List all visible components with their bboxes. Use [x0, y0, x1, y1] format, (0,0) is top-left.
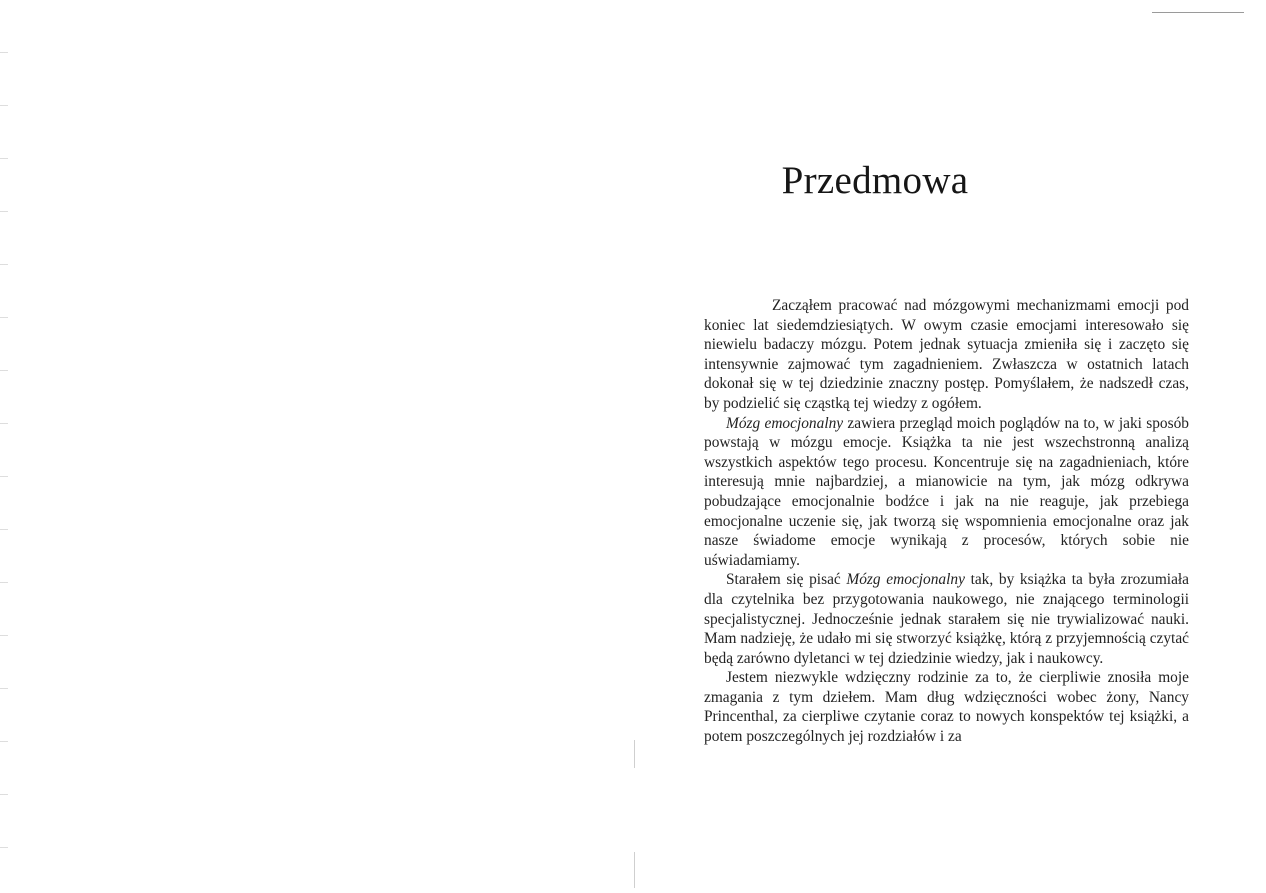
chapter-title: Przedmowa — [781, 159, 969, 202]
left-page-edge — [0, 0, 8, 893]
paragraph-3-before: Starałem się pisać — [726, 571, 847, 589]
preface-body — [704, 296, 1189, 747]
header-rule — [1152, 12, 1244, 13]
paragraph-1: Zacząłem pracować nad mózgowymi mechanizmami emocji pod koniec lat siedemdziesiątych. W owym czasie emocjami interesowało się niewielu badaczy mózgu. Potem jednak sytuacja zmieniła się i zaczęto się intensywnie zajmować tym zagadnieniem. Zwłaszcza w ostatnich latach dokonał się w tej dziedzinie znaczny postęp. Pomyślałem, że nadszedł czas, by podzielić się cząstką tej wiedzy z ogółem. — [704, 297, 1189, 412]
paragraph-2-text: zawiera przegląd moich poglądów na to, w jaki sposób powstają w mózgu emocje. Książka ta nie jest wszechstronną analizą wszystkich aspektów tego procesu. Koncentruje się na zagadnieniach, które interesują mnie najbardziej, a mianowicie na tym, jak mózg odkrywa pobudzające emocjonalnie bodźce i jak na nie reaguje, jak przebiega emocjonalne uczenie się, jak tworzą się wspomnienia emocjonalne oraz jak nasze świadome emocje wynikają z procesów, których sobie nie uświadamiamy. — [704, 414, 1189, 569]
book-title-italic: Mózg emocjonalny — [726, 414, 844, 432]
book-title-italic: Mózg emocjonalny — [846, 571, 965, 589]
paragraph-4: Jestem niezwykle wdzięczny rodzinie za to, że cierpliwie znosiła moje zmagania z tym dziełem. Mam dług wdzięczności wobec żony, Nancy Princenthal, za cierpliwe czytanie coraz to nowych konspektów tej książki, a potem poszczególnych jej rozdziałów i za — [704, 669, 1189, 746]
gutter-shadow — [634, 740, 635, 768]
paragraph-3-after: tak, by książka ta była zrozumiała dla czytelnika bez przygotowania naukowego, nie znającego terminologii specjalistycznej. Jednocześnie jednak starałem się nie trywializować nauki. Mam nadzieję, że udało mi się stworzyć książkę, którą z przyjemnością czytać będą zarówno dyletanci w tej dziedzinie wiedzy, jak i naukowcy. — [704, 571, 1190, 667]
paragraph-3 — [704, 570, 1189, 668]
gutter-shadow — [634, 852, 635, 888]
paragraph-2 — [704, 414, 1189, 571]
